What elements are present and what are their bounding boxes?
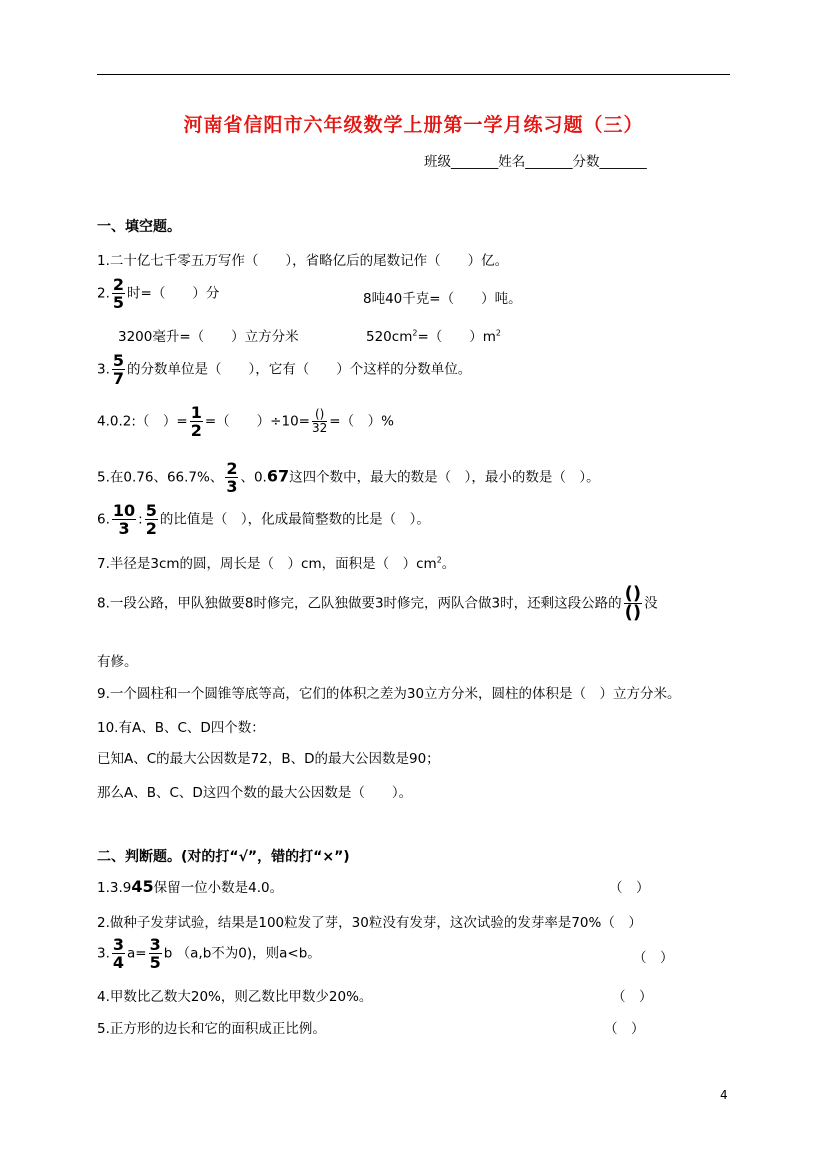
question-2: 2. $\frac{2}{5}$ 时=（ ）分	[97, 275, 220, 312]
fraction-5-2: $\frac{5}{2}$	[145, 501, 157, 538]
fraction-2-3: $\frac{2}{3}$	[226, 459, 238, 496]
judge-5: 5.正方形的边长和它的面积成正比例。	[97, 1021, 326, 1037]
question-1: 1.二十亿七千零五万写作（ ），省略亿后的尾数记作（ ）亿。	[97, 253, 509, 269]
question-2-part-c: 3200毫升=（ ）立方分米	[118, 329, 299, 345]
judge-3-answer-paren: （ ）	[633, 950, 674, 966]
header-rule	[97, 74, 730, 75]
question-8-continued: 有修。	[97, 654, 138, 670]
question-8: 8.一段公路，甲队独做要8时修完，乙队独做要3时修完，两队合做3时，还剩这段公路的 $\frac{()}{()}$ 没	[97, 583, 658, 623]
judge-4-answer-paren: （ ）	[612, 989, 653, 1005]
question-4: 4.0.2:（ ）= $\frac{1}{2}$ =（ ）÷10= $\frac{()}{32}$ =（ ）%	[97, 403, 394, 440]
question-9: 9.一个圆柱和一个圆锥等底等高，它们的体积之差为30立方分米，圆柱的体积是（ ）立方分米。	[97, 686, 681, 702]
fraction-3-4: $\frac{3}{4}$	[112, 935, 125, 972]
question-10-line-3: 那么A、B、C、D这四个数的最大公因数是（ ）。	[97, 785, 413, 801]
fraction-3-5: $\frac{3}{5}$	[149, 935, 161, 972]
section-heading-true-false: 二、判断题。(对的打“√”，错的打“×”)	[97, 849, 350, 865]
question-6: 6. $\frac{10}{3}$ : $\frac{5}{2}$ 的比值是（ ），化成最简整数的比是（ ）。	[97, 501, 430, 538]
question-7: 7.半径是3cm的圆，周长是（ ）cm，面积是（ ）$cm^2$。	[97, 555, 456, 572]
student-info-line: 班级_______姓名_______分数_______	[424, 154, 647, 170]
judge-4: 4.甲数比乙数大20%，则乙数比甲数少20%。	[97, 989, 373, 1005]
fraction-2-5: $\frac{2}{5}$	[112, 275, 125, 312]
judge-5-answer-paren: （ ）	[604, 1021, 645, 1037]
judge-1: 1.3.945保留一位小数是4.0。	[97, 877, 284, 896]
question-5: 5.在0.76、66.7%、 $\frac{2}{3}$ 、0.67这四个数中，最大的数是（ ），最小的数是（ ）。	[97, 459, 600, 496]
fraction-blank-blank: $\frac{()}{()}$	[624, 583, 642, 623]
question-10-line-2: 已知A、C的最大公因数是72，B、D的最大公因数是90；	[97, 751, 440, 767]
question-10-line-1: 10.有A、B、C、D四个数：	[97, 720, 265, 736]
section-heading-fill-blank: 一、填空题。	[97, 219, 181, 235]
judge-1-answer-paren: （ ）	[609, 880, 650, 896]
question-2-part-b: 8吨40千克=（ ）吨。	[363, 291, 522, 307]
judge-2: 2.做种子发芽试验，结果是100粒发了芽，30粒没有发芽，这次试验的发芽率是70%（ ）	[97, 915, 642, 931]
judge-3: 3. $\frac{3}{4}$ a= $\frac{3}{5}$ b （a,b不为0)，则a<b。	[97, 935, 321, 972]
page-title: 河南省信阳市六年级数学上册第一学月练习题（三）	[183, 114, 644, 136]
fraction-blank-32: $\frac{()}{32}$	[311, 407, 328, 435]
question-3: 3. $\frac{5}{7}$ 的分数单位是（ ），它有（ ）个这样的分数单位。	[97, 351, 472, 388]
fraction-5-7: $\frac{5}{7}$	[112, 351, 125, 388]
question-2-part-d: $520cm^2=$（ ）$m^2$	[366, 328, 501, 345]
page-number: 4	[720, 1088, 728, 1102]
fraction-10-3: $\frac{10}{3}$	[112, 501, 136, 538]
fraction-1-2: $\frac{1}{2}$	[190, 403, 202, 440]
